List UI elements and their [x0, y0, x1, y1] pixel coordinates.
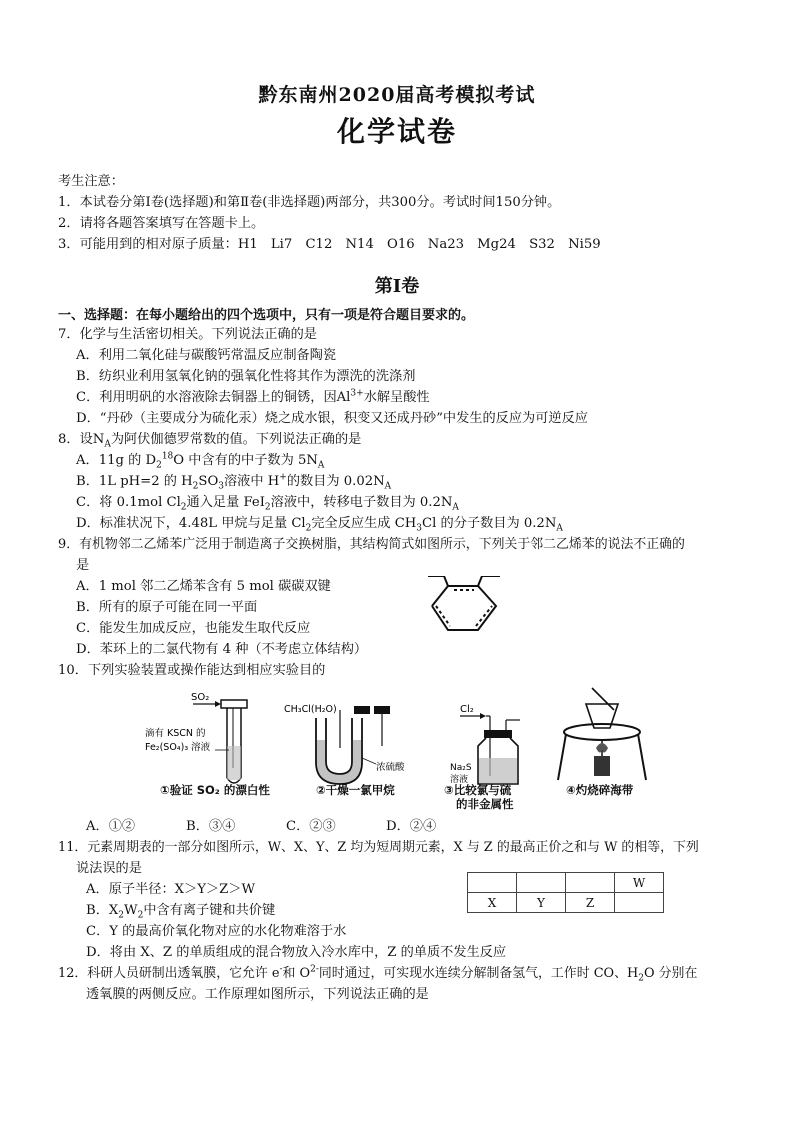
pt-cell-z: Z — [566, 893, 615, 913]
q12-stem-line1: 12．科研人员研制出透氧膜，它允许 e-和 $O^{2-}$同时通过，可实现水连续分解制备氢气，工作时 CO、$H_2O$ 分别在 — [58, 964, 698, 984]
apparatus-3 — [440, 700, 530, 790]
q12-stem-line2: 透氧膜的两侧反应。工作原理如图所示，下列说法正确的是 — [86, 987, 429, 1002]
periodic-table-fragment — [467, 872, 664, 913]
q7-option-b: B．纺织业利用氢氧化钠的强氧化性将其作为漂洗的洗涤剂 — [76, 369, 416, 384]
q8-option-b: B．1L pH=2 的 $H_2SO_3$溶液中 H+的数目为 $0.02N_A$ — [76, 472, 392, 492]
fig2-caption: ②干燥一氯甲烷 — [316, 783, 395, 797]
fig3-caption: ③比较氯与硫 — [444, 783, 512, 797]
q7-stem: 7．化学与生活密切相关。下列说法正确的是 — [58, 327, 317, 342]
q8-stem: 8．设$N_A$为阿伏伽德罗常数的值。下列说法正确的是 — [58, 432, 362, 450]
section-heading: 一、选择题：在每小题给出的四个选项中，只有一项是符合题目要求的。 — [58, 308, 475, 323]
fig3-label: Na₂S — [450, 763, 472, 773]
q11-option-d: D．将由 X、Z 的单质组成的混合物放入冷水库中，Z 的单质不发生反应 — [86, 945, 507, 960]
benzene-ring — [432, 586, 496, 630]
fig3-gas-label: Cl₂ — [460, 704, 474, 715]
q9-option-d: D．苯环上的二氯代物有 4 种（不考虑立体结构） — [76, 642, 368, 657]
pt-cell — [468, 873, 517, 893]
q11-stem-line1: 11．元素周期表的一部分如图所示，W、X、Y、Z 均为短周期元素，X 与 Z 的最高正价之和与 W 的相等，下列 — [58, 840, 699, 855]
volume-title: 第Ⅰ卷 — [374, 276, 420, 297]
q10-option-c: C．②③ — [286, 819, 336, 834]
pt-cell-w: W — [615, 873, 664, 893]
pt-cell — [566, 873, 615, 893]
notice-item: 2．请将各题答案填写在答题卡上。 — [58, 216, 265, 231]
fig1-caption: ①验证 SO₂ 的漂白性 — [160, 783, 270, 797]
pt-cell — [517, 873, 566, 893]
q8-option-d: D．标准状况下，4.48L 甲烷与足量 $Cl_2$完全反应生成 $CH_3Cl$ 的分子数目为 $0.2N_A$ — [76, 516, 563, 534]
q7-option-d: D．“丹砂（主要成分为硫化汞）烧之成水银，积变又还成丹砂”中发生的反应为可逆反应 — [76, 411, 588, 426]
notice-item: 3．可能用到的相对原子质量：H1 Li7 C12 N14 O16 Na23 Mg24 S32 Ni59 — [58, 237, 601, 252]
pt-cell-y: Y — [517, 893, 566, 913]
fig1-gas-label: SO₂ — [191, 692, 210, 703]
q8-option-c: C．将 0.1mol $Cl_2$通入足量 FeI$_2$溶液中，转移电子数目为 $0.2N_A$ — [76, 495, 459, 513]
q9-stem-line2: 是 — [76, 558, 90, 573]
exam-title: 黔东南州2020届高考模拟考试 — [258, 84, 536, 106]
vinyl-group — [478, 576, 482, 586]
q10-option-b: B．③④ — [186, 819, 236, 834]
vinyl-group — [444, 576, 448, 586]
q9-option-b: B．所有的原子可能在同一平面 — [76, 600, 258, 615]
q11-option-b: B．$X_2W_2$中含有离子键和共价键 — [86, 903, 276, 921]
q8-option-a: A．11g 的 $D_2^{18}O$ 中含有的中子数为 $5N_A$ — [76, 451, 325, 471]
fig1-label: Fe₂(SO₄)₃ 溶液 — [145, 742, 211, 753]
divinylbenzene-structure — [420, 576, 520, 642]
q11-option-a: A．原子半径：X＞Y＞Z＞W — [86, 882, 256, 897]
fig3-caption: 的非金属性 — [456, 797, 514, 811]
apparatus-2 — [284, 700, 424, 790]
q11-stem-line2: 说法误的是 — [76, 861, 142, 876]
q7-option-c: C．利用明矾的水溶液除去铜器上的铜锈，因$Al^{3+}$水解呈酸性 — [76, 388, 430, 405]
q9-option-c: C．能发生加成反应，也能发生取代反应 — [76, 621, 311, 636]
q10-option-d: D．②④ — [386, 819, 437, 834]
pt-cell-x: X — [468, 893, 517, 913]
fig2-label: 浓硫酸 — [376, 762, 405, 773]
q11-option-c: C．Y 的最高价氧化物对应的水化物难溶于水 — [86, 924, 347, 939]
q10-option-a: A．①② — [86, 819, 136, 834]
q7-option-a: A．利用二氧化硅与碳酸钙常温反应制备陶瓷 — [76, 348, 337, 363]
fig4-caption: ④灼烧碎海带 — [566, 783, 634, 797]
fig3-label: 溶液 — [450, 775, 469, 785]
fig2-gas-label: CH₃Cl(H₂O) — [284, 704, 337, 715]
q9-stem-line1: 9．有机物邻二乙烯苯广泛用于制造离子交换树脂，其结构简式如图所示，下列关于邻二乙烯苯的说法不正确的 — [58, 537, 685, 552]
notice-item: 1．本试卷分第Ⅰ卷(选择题)和第Ⅱ卷(非选择题)两部分，共300分。考试时间150分钟。 — [58, 195, 561, 210]
apparatus-4 — [552, 684, 652, 784]
fig1-label: 滴有 KSCN 的 — [145, 728, 206, 739]
q9-option-a: A．1 mol 邻二乙烯苯含有 5 mol 碳碳双键 — [76, 579, 331, 594]
subject-title: 化学试卷 — [336, 115, 457, 148]
q10-stem: 10．下列实验装置或操作能达到相应实验目的 — [58, 663, 326, 678]
pt-cell — [615, 893, 664, 913]
notice-heading: 考生注意： — [58, 174, 124, 189]
